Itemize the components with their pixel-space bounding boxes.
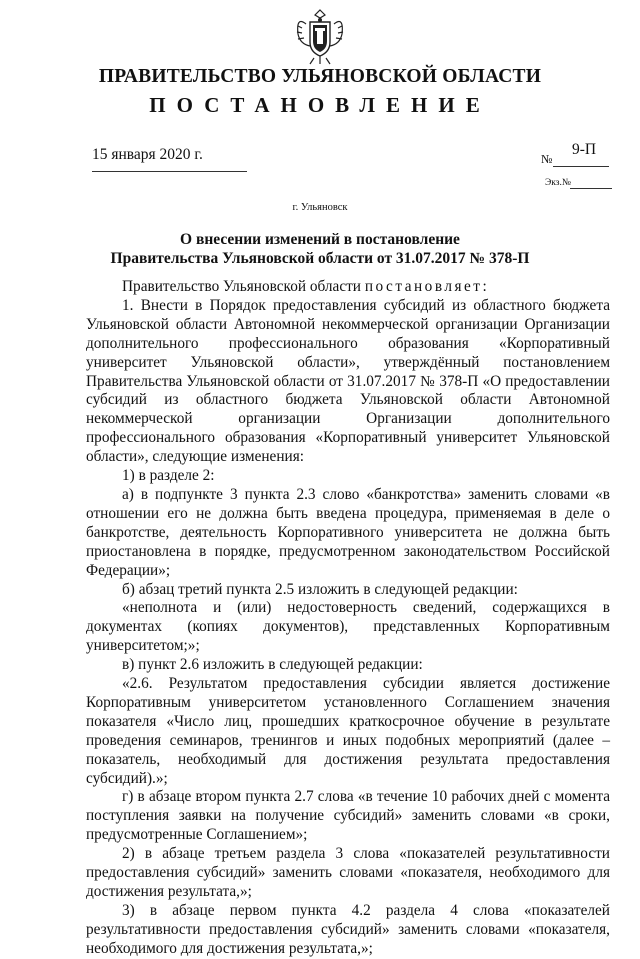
body-paragraph: «2.6. Результатом предоставления субсидии является достижение Корпоративным университетом установленного Соглашением значения показателя «Число лиц, прошедших краткосрочное обучение в результате проведения семинаров, тренингов и иных подобных мероприятий (далее – показатель, необходимый для достижения результата предоставления субсидий).»;	[86, 675, 610, 787]
body-paragraph: в) пункт 2.6 изложить в следующей редакции:	[122, 656, 423, 674]
body-paragraph: г) в абзаце втором пункта 2.7 слова «в течение 10 рабочих дней с момента поступления заявки на получение субсидий» заменить словами «в сроки, предусмотренные Соглашением»;	[86, 788, 610, 844]
document-subject	[0, 230, 640, 268]
date-underline	[92, 171, 247, 172]
body-paragraph: б) абзац третий пункта 2.5 изложить в следующей редакции:	[122, 580, 518, 598]
body-paragraph: «неполнота и (или) недостоверность сведений, содержащихся в документах (копиях документов), представленных Корпоративным университетом;»;	[86, 599, 610, 655]
subject-line-2: Правительства Ульяновской области от 31.07.2017 № 378-П	[110, 250, 530, 267]
body-paragraph: 2) в абзаце третьем раздела 3 слова «показателей результативности предоставления субсидий» заменить словами «показателя, необходимого для достижения результата,»;	[86, 845, 610, 900]
intro-resolves: постановляет:	[364, 278, 490, 295]
number-underline	[553, 166, 609, 167]
body-paragraph: а) в подпункте 3 пункта 2.3 слово «банкротства» заменить словами «в отношении его не должна быть введена процедура, применяемая в деле о банкротстве, деятельность Корпоративного университета не должна быть приостановлена в порядке, предусмотренном законодательством Российской Федерации»;	[86, 485, 610, 579]
document-body	[86, 278, 610, 959]
subject-line-1: О внесении изменений в постановление	[180, 231, 460, 248]
document-date: 15 января 2020 г.	[92, 146, 203, 163]
copy-number-label: Экз.№	[545, 178, 571, 188]
body-paragraph: 1. Внести в Порядок предоставления субсидий из областного бюджета Ульяновской области Автономной некоммерческой организации Организации дополнительного профессионального образования «Корпоративный университет Ульяновской области», утверждённый постановлением Правительства Ульяновской области от 31.07.2017 № 378-П «О предоставлении субсидий из областного бюджета Ульяновской области Автономной некоммерческой организации Организации дополнительного профессионального образования «Корпоративный университет Ульяновской области», следующие изменения:	[86, 296, 610, 466]
intro-paragraph	[86, 278, 610, 297]
body-paragraph: 3) в абзаце первом пункта 4.2 раздела 4 слова «показателей результативности предоставления субсидий» заменить словами «показателя, необходимого для достижения результата,»;	[86, 901, 610, 957]
number-label: №	[541, 152, 553, 166]
body-paragraph: 1) в разделе 2:	[122, 467, 215, 485]
city-name: г. Ульяновск	[292, 202, 348, 213]
government-title: ПРАВИТЕЛЬСТВО УЛЬЯНОВСКОЙ ОБЛАСТИ	[98, 66, 542, 87]
document-number: 9-П	[572, 141, 597, 158]
copy-number-underline	[570, 188, 612, 189]
coat-of-arms-icon	[292, 6, 348, 68]
intro-text: Правительство Ульяновской области	[122, 278, 365, 295]
document-type-heading: ПОСТАНОВЛЕНИЕ	[149, 93, 491, 117]
